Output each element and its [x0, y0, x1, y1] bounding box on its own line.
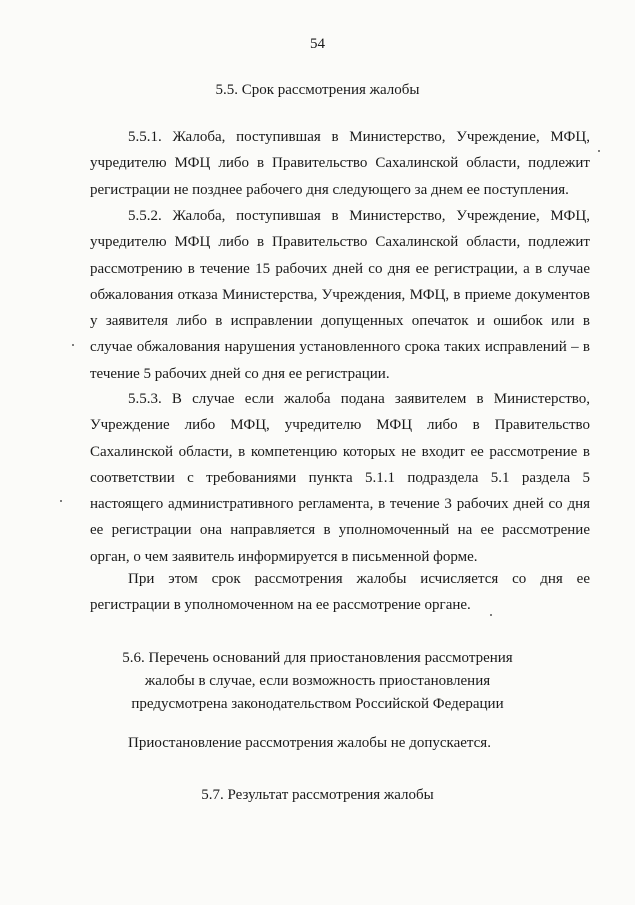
section-5-6-heading-line-3: предусмотрена законодательством Российской Федерации — [131, 696, 504, 712]
scan-speck — [72, 344, 74, 346]
scan-speck — [60, 500, 62, 502]
scan-speck — [598, 150, 600, 152]
scan-speck — [490, 614, 492, 616]
section-5-6-heading — [0, 647, 635, 716]
paragraph-registration-note: При этом срок рассмотрения жалобы исчисляется со дня ее регистрации в уполномоченном на ее рассмотрение органе. — [90, 571, 590, 614]
section-5-7-heading: 5.7. Результат рассмотрения жалобы — [201, 787, 434, 803]
paragraph-5-5-1: 5.5.1. Жалоба, поступившая в Министерство, Учреждение, МФЦ, учредителю МФЦ либо в Правительство Сахалинской области, подлежит регистрации не позднее рабочего дня следующего за днем ее поступления. — [90, 129, 590, 198]
paragraph-5-5-3: 5.5.3. В случае если жалоба подана заявителем в Министерство, Учреждение либо МФЦ, учредителю МФЦ либо в Правительство Сахалинской области, в компетенцию которых не входит ее рассмотрение в соответствии с требованиями пункта 5.1.1 подраздела 5.1 раздела 5 настоящего административного регламента, в течение 3 рабочих дней со дня ее регистрации она направляется в уполномоченный на ее рассмотрение орган, о чем заявитель информируется в письменной форме. — [90, 391, 590, 565]
paragraph-5-5-2: 5.5.2. Жалоба, поступившая в Министерство, Учреждение, МФЦ, учредителю МФЦ либо в Правительство Сахалинской области, подлежит рассмотрению в течение 15 рабочих дней со дня ее регистрации, а в случае обжалования отказа Министерства, Учреждения, МФЦ, в приеме документов у заявителя либо в исправлении допущенных опечаток и ошибок или в случае обжалования нарушения установленного срока таких исправлений – в течение 5 рабочих дней со дня ее регистрации. — [90, 208, 590, 382]
section-5-6-heading-line-1: 5.6. Перечень оснований для приостановления рассмотрения — [122, 650, 513, 666]
section-5-6-heading-line-2: жалобы в случае, если возможность приостановления — [144, 673, 491, 689]
paragraph-suspension: Приостановление рассмотрения жалобы не допускается. — [128, 735, 491, 751]
page-number: 54 — [310, 36, 325, 52]
section-5-5-heading: 5.5. Срок рассмотрения жалобы — [215, 82, 420, 98]
